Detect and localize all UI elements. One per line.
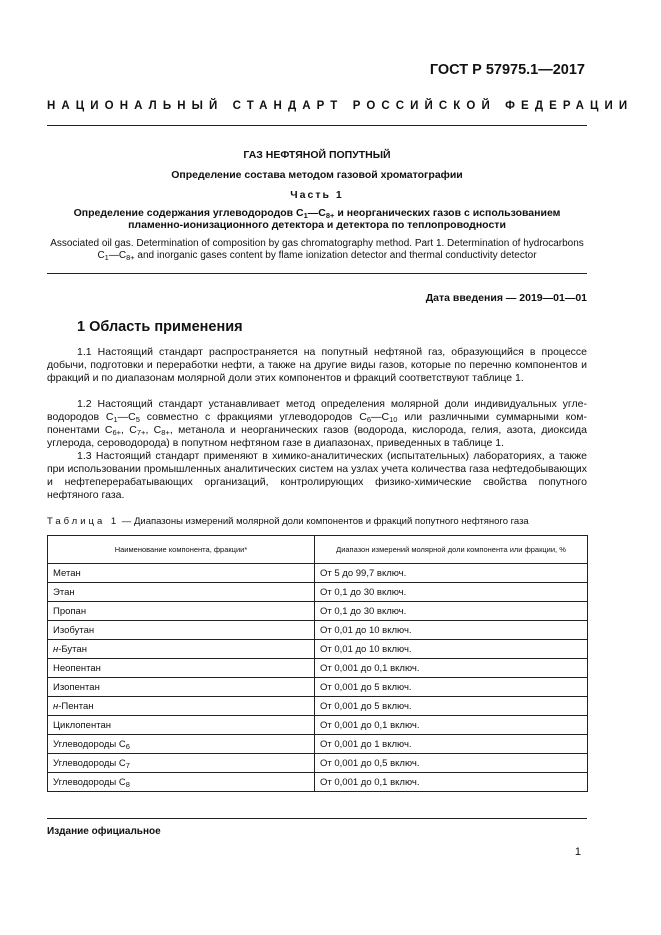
subscript: 8+ — [325, 211, 335, 220]
table-caption — [47, 516, 529, 527]
component-name — [48, 602, 315, 621]
text-segment: Изобутан — [53, 624, 95, 636]
component-name — [48, 716, 315, 735]
measurement-range: От 0,001 до 5 включ. — [315, 697, 588, 716]
text-segment: и неорганических газов с использованием пламенно-ионизационного детектора и детектора по теплопроводности — [128, 207, 561, 231]
text-segment: 1.1 Настоящий стандарт распространяется на попутный нефтяной газ, образующийся в процессе добычи, подготовки и переработки нефти, а также на другие виды газов, которые по перечню компонентов и фракций и по диапазонам молярной доли этих компонентов и фракций соответствуют таблице 1. — [47, 346, 587, 384]
table-row — [48, 697, 588, 716]
measurement-range: От 0,1 до 30 включ. — [315, 583, 588, 602]
text-segment: Этан — [53, 586, 75, 598]
component-name — [48, 564, 315, 583]
divider — [47, 818, 587, 819]
measurement-range: От 0,01 до 10 включ. — [315, 621, 588, 640]
text-segment: —C — [370, 411, 390, 423]
table-row — [48, 583, 588, 602]
component-name — [48, 621, 315, 640]
component-name — [48, 735, 315, 754]
text-segment: Изопентан — [53, 681, 100, 693]
page-number: 1 — [574, 846, 581, 858]
standard-type: НАЦИОНАЛЬНЫЙ СТАНДАРТ РОССИЙСКОЙ ФЕДЕРАЦИИ — [47, 100, 634, 112]
subscript: 5 — [135, 415, 140, 424]
measurement-range: От 0,01 до 10 включ. — [315, 640, 588, 659]
document-title: ГАЗ НЕФТЯНОЙ ПОПУТНЫЙ — [243, 149, 391, 161]
table-row — [48, 716, 588, 735]
table-row — [48, 640, 588, 659]
text-segment: —C — [117, 411, 136, 423]
text-segment: Неопентан — [53, 662, 101, 674]
standard-code: ГОСТ Р 57975.1—2017 — [429, 62, 585, 78]
table-row — [48, 621, 588, 640]
english-title — [47, 238, 587, 262]
table-row — [48, 602, 588, 621]
table-header-row — [48, 536, 588, 564]
table-row — [48, 754, 588, 773]
text-segment: —C — [108, 250, 127, 261]
measurement-ranges-table — [47, 535, 588, 792]
text-segment: , C — [121, 424, 137, 436]
component-name — [48, 697, 315, 716]
component-name — [48, 773, 315, 792]
subscript: 7 — [125, 760, 130, 770]
paragraph-1-2 — [47, 398, 587, 450]
measurement-range: От 5 до 99,7 включ. — [315, 564, 588, 583]
table-row — [48, 659, 588, 678]
introduction-date: Дата введения — 2019—01—01 — [425, 292, 587, 304]
table-caption-text: — Диапазоны измерений молярной доли компонентов и фракций попутного нефтяного газа — [119, 516, 529, 527]
text-segment: -Бутан — [58, 643, 87, 655]
measurement-range: От 0,001 до 0,1 включ. — [315, 716, 588, 735]
text-segment: 1.2 Настоящий стандарт устанавливает метод определения молярной доли индивидуальных углеводородов C — [47, 398, 587, 423]
subscript: 6+ — [112, 428, 122, 437]
subscript: 1 — [303, 211, 308, 220]
text-segment: , C — [145, 424, 162, 436]
text-segment: Углеводороды C — [53, 776, 126, 788]
part-title — [47, 207, 587, 231]
section-heading: 1 Область применения — [77, 319, 243, 335]
official-edition: Издание официальное — [47, 826, 161, 837]
text-segment: , метанола и неорганических газов (водорода, кислорода, гелия, азота, диоксида углерода, сероводорода) в попутном нефтяном газе в диапазонах, приведенных в таблице 1. — [47, 424, 587, 449]
subscript: 1 — [113, 415, 118, 424]
subscript: 8+ — [126, 253, 135, 262]
text-segment: Определение содержания углеводородов C — [73, 207, 304, 219]
subscript: 1 — [104, 253, 109, 262]
text-segment: Углеводороды C — [53, 738, 126, 750]
component-name — [48, 678, 315, 697]
measurement-range: От 0,001 до 5 включ. — [315, 678, 588, 697]
text-segment: and inorganic gases content by flame ionization detector and thermal conductivity detector — [134, 250, 537, 261]
table-row — [48, 678, 588, 697]
text-segment: или различными суммарными компонентами C — [47, 411, 588, 436]
measurement-range: От 0,001 до 0,5 включ. — [315, 754, 588, 773]
paragraph-1-3 — [47, 450, 587, 502]
subscript: 10 — [389, 415, 398, 424]
component-name — [48, 659, 315, 678]
measurement-range: От 0,1 до 30 включ. — [315, 602, 588, 621]
subscript: 8+ — [161, 428, 170, 437]
component-name — [48, 754, 315, 773]
column-header-component: Наименование компонента, фракции* — [48, 536, 315, 564]
subscript: 8 — [125, 779, 130, 789]
part-label: Часть 1 — [290, 189, 344, 201]
divider — [47, 125, 587, 126]
component-name — [48, 640, 315, 659]
subscript: 6 — [125, 741, 130, 751]
divider — [47, 273, 587, 274]
text-segment: н — [53, 643, 59, 655]
text-segment: Пропан — [53, 605, 87, 617]
text-segment: 1.3 Настоящий стандарт применяют в химико-аналитических (испытательных) лабораториях, а также при использовании промышленных аналитических систем на узлах учета количества газа нефтедобывающих и нефтеперерабатывающих организаций, контролирующих физико-химические свойства попутного нефтяного газа. — [47, 450, 587, 501]
table-row — [48, 735, 588, 754]
table-row — [48, 773, 588, 792]
subscript: 7+ — [136, 428, 146, 437]
text-segment: Углеводороды C — [53, 757, 126, 769]
column-header-range: Диапазон измерений молярной доли компонента или фракции, % — [315, 536, 588, 564]
table-row — [48, 564, 588, 583]
text-segment: —C — [307, 207, 326, 219]
measurement-range: От 0,001 до 1 включ. — [315, 735, 588, 754]
table-caption-label: Таблица 1 — [47, 516, 120, 527]
measurement-range: От 0,001 до 0,1 включ. — [315, 659, 588, 678]
text-segment: совместно с фракциями углеводородов C — [139, 411, 367, 423]
paragraph-1-1 — [47, 346, 587, 385]
text-segment: Метан — [53, 567, 81, 579]
text-segment: -Пентан — [58, 700, 94, 712]
measurement-range: От 0,001 до 0,1 включ. — [315, 773, 588, 792]
text-segment: Associated oil gas. Determination of composition by gas chromatography method. Part 1. Determination of hydrocarbons C — [50, 238, 584, 261]
text-segment: н — [53, 700, 59, 712]
document-subtitle: Определение состава методом газовой хроматографии — [171, 169, 463, 181]
component-name — [48, 583, 315, 602]
subscript: 6 — [366, 415, 371, 424]
text-segment: Циклопентан — [53, 719, 111, 731]
